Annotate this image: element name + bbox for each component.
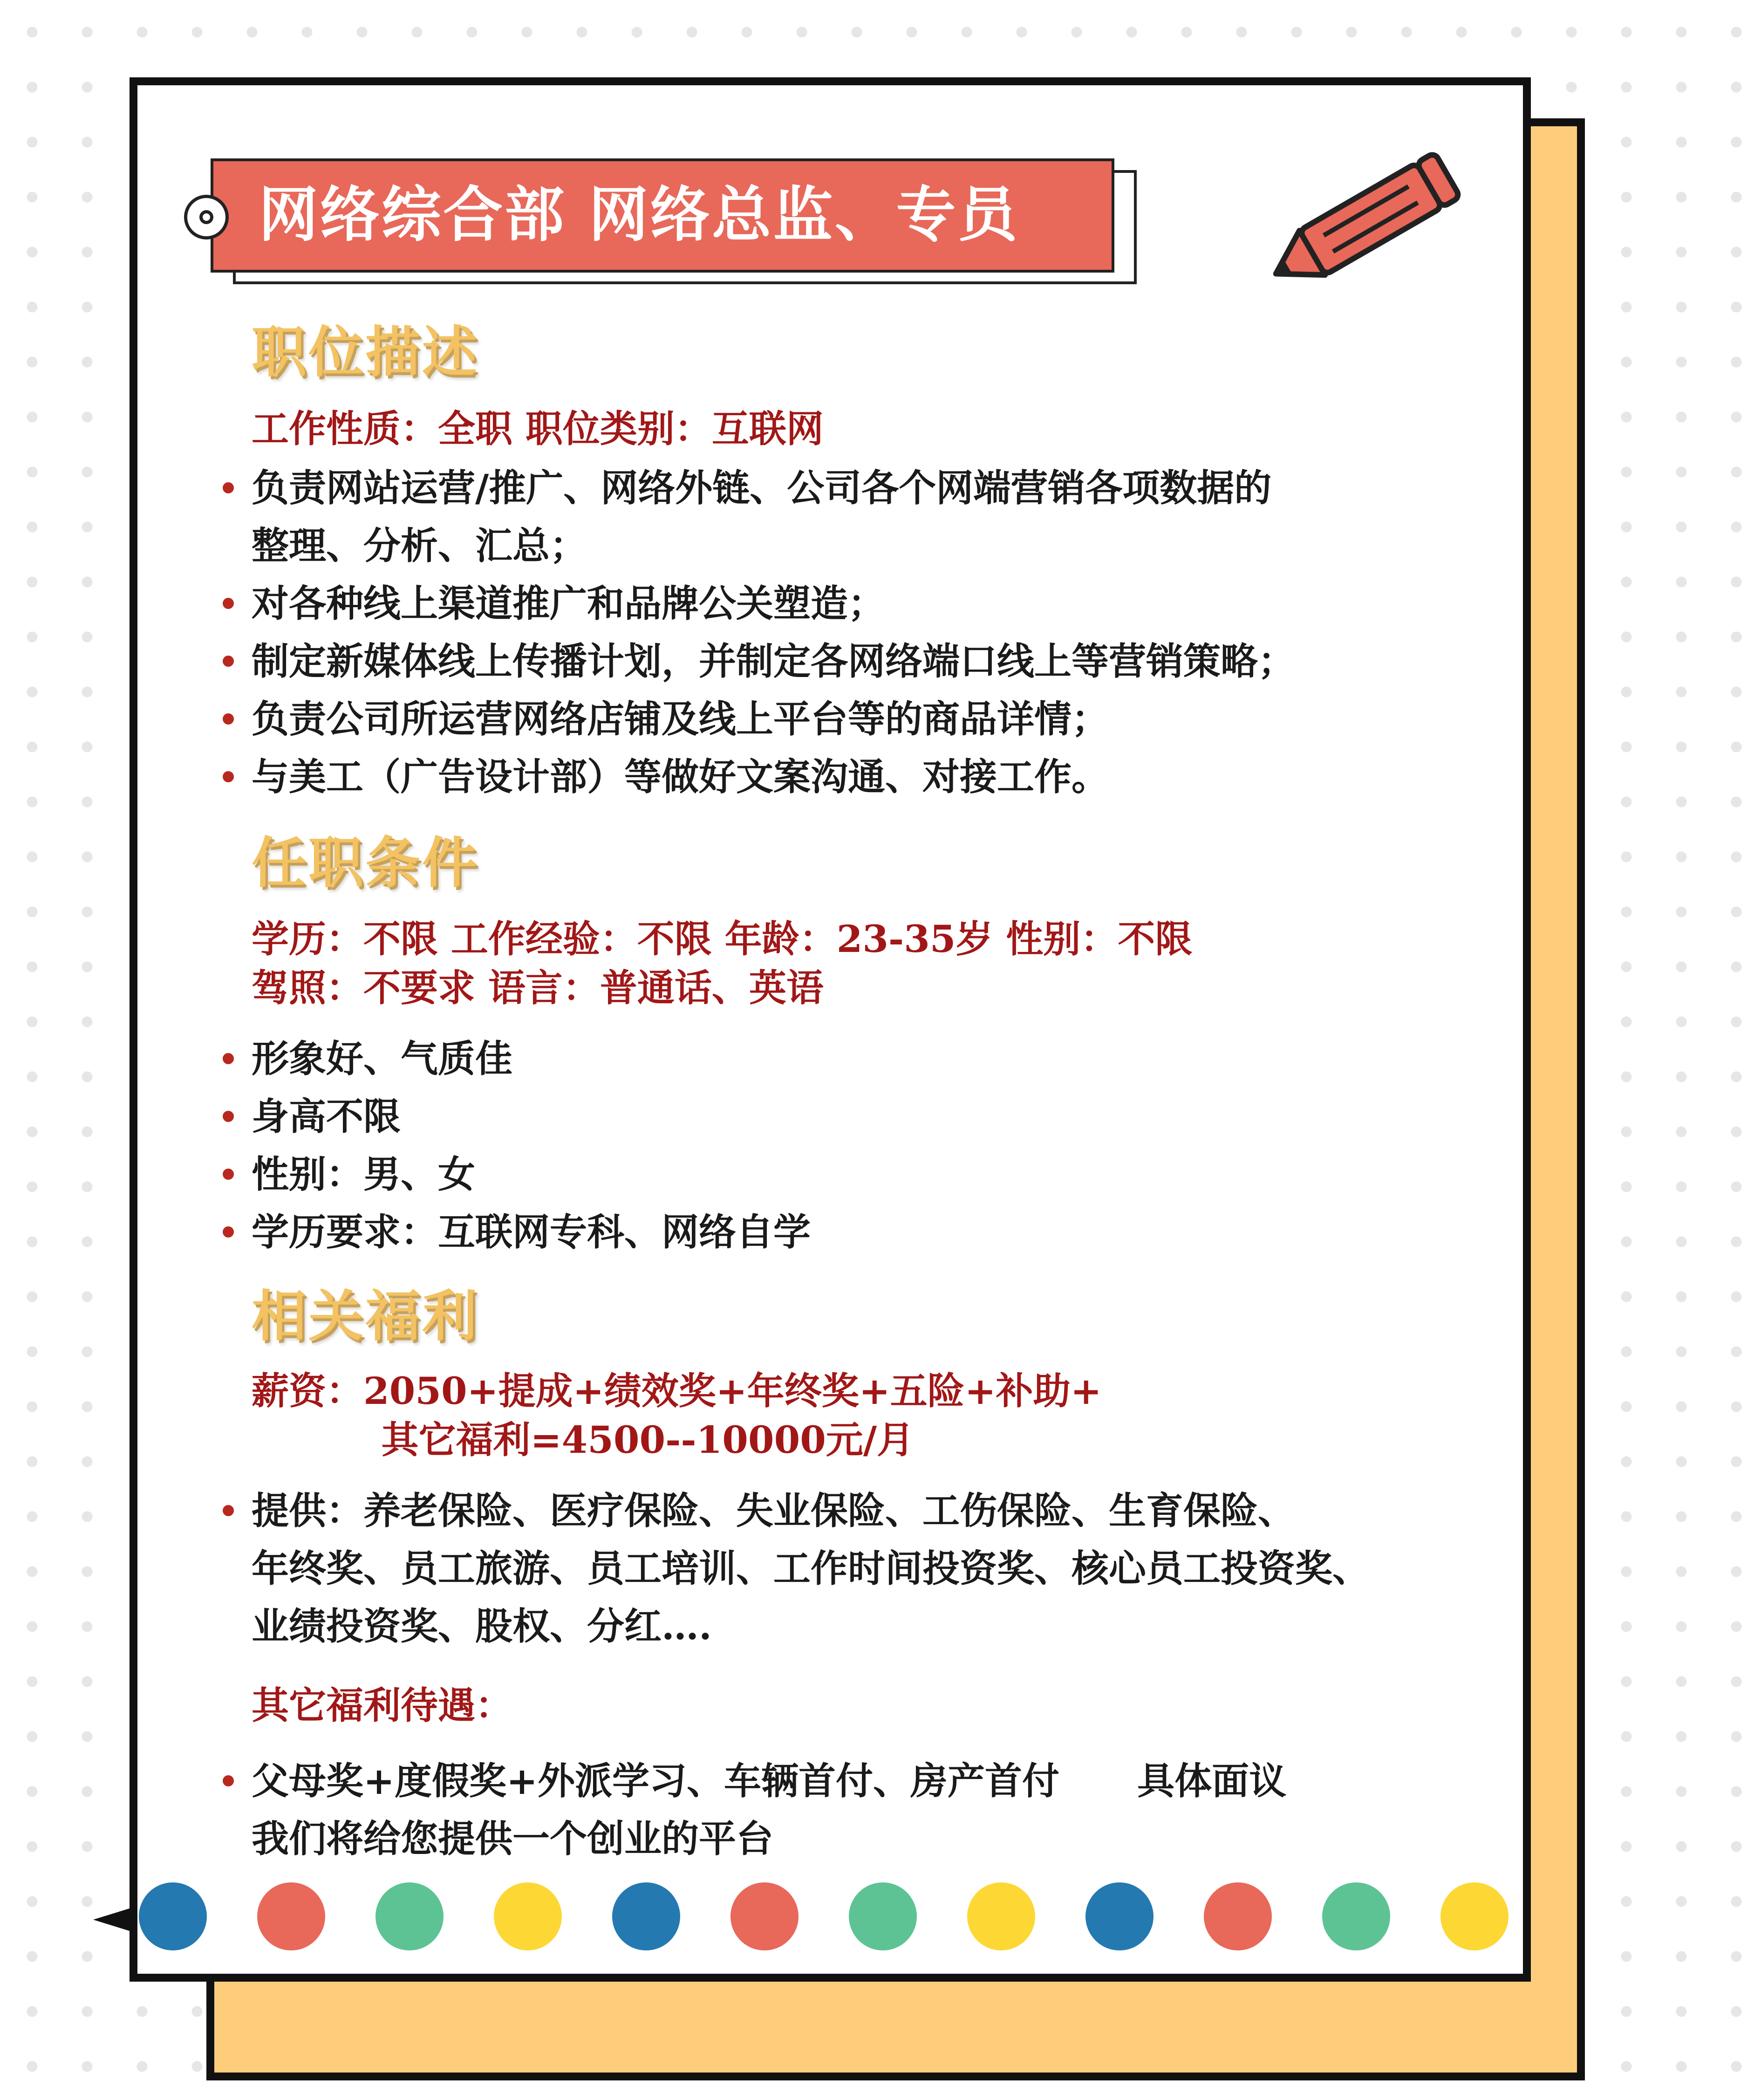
- bullet-dot-icon: [223, 1053, 234, 1064]
- bullet-list-benefits: [219, 1482, 1370, 1655]
- section-heading-requirements: 任职条件: [252, 830, 479, 895]
- pencil-icon: [1253, 149, 1472, 298]
- ring-icon: [184, 195, 229, 239]
- list-item: 父母奖+度假奖+外派学习、车辆首付、房产首付 具体面议 我们将给您提供一个创业的平台: [219, 1752, 1286, 1867]
- decorative-dot: [1085, 1882, 1154, 1950]
- page-title: 网络综合部 网络总监、专员: [259, 180, 1019, 250]
- section-heading-benefits: 相关福利: [252, 1284, 479, 1348]
- list-item: 与美工（广告设计部）等做好文案沟通、对接工作。: [219, 748, 1295, 806]
- decorative-dot: [730, 1882, 799, 1950]
- bullet-dot-icon: [223, 598, 234, 609]
- list-item: 提供：养老保险、医疗保险、失业保险、工伤保险、生育保险、 年终奖、员工旅游、员工培训、工作时间投资奖、核心员工投资奖、 业绩投资奖、股权、分红….: [219, 1482, 1370, 1655]
- list-item: 对各种线上渠道推广和品牌公关塑造；: [219, 575, 1295, 632]
- bullet-dot-icon: [223, 1111, 234, 1122]
- bullet-list-job-description: [219, 459, 1295, 806]
- section-heading-job-description: 职位描述: [252, 320, 479, 384]
- list-item: 身高不限: [219, 1088, 811, 1145]
- decorative-dot: [849, 1882, 917, 1950]
- decorative-dots-row: [139, 1882, 1504, 1952]
- info-line: 其它福利=4500--10000元/月: [252, 1418, 915, 1462]
- decorative-dot: [967, 1882, 1035, 1950]
- decorative-dot: [375, 1882, 444, 1950]
- bullet-dot-icon: [223, 482, 234, 493]
- other-benefits-label: 其它福利待遇：: [252, 1683, 512, 1727]
- bullet-dot-icon: [223, 656, 234, 667]
- decorative-dot: [257, 1882, 325, 1950]
- info-line: 工作性质：全职 职位类别：互联网: [252, 407, 824, 451]
- bullet-dot-icon: [223, 1505, 234, 1516]
- info-line: 驾照：不要求 语言：普通话、英语: [252, 966, 824, 1010]
- decorative-dot: [139, 1882, 207, 1950]
- list-item: 形象好、气质佳: [219, 1030, 811, 1088]
- bullet-dot-icon: [223, 713, 234, 725]
- info-line: 学历：不限 工作经验：不限 年龄：23-35岁 性别：不限: [252, 917, 1193, 961]
- list-item: 性别：男、女: [219, 1145, 811, 1203]
- decorative-dot: [494, 1882, 562, 1950]
- list-item: 学历要求：互联网专科、网络自学: [219, 1203, 811, 1261]
- bullet-dot-icon: [223, 1169, 234, 1180]
- info-line: 薪资：2050+提成+绩效奖+年终奖+五险+补助+: [252, 1369, 1102, 1413]
- list-item: 制定新媒体线上传播计划，并制定各网络端口线上等营销策略；: [219, 632, 1295, 690]
- bullet-list-requirements: [219, 1030, 811, 1261]
- list-item: 负责网站运营/推广、网络外链、公司各个网端营销各项数据的 整理、分析、汇总；: [219, 459, 1295, 575]
- decorative-dot: [1204, 1882, 1272, 1950]
- bullet-dot-icon: [223, 771, 234, 782]
- decorative-dot: [612, 1882, 680, 1950]
- decorative-dot: [1440, 1882, 1508, 1950]
- decorative-dot: [1322, 1882, 1390, 1950]
- bullet-list-other-benefits: [219, 1752, 1286, 1867]
- bullet-dot-icon: [223, 1775, 234, 1786]
- bullet-dot-icon: [223, 1226, 234, 1238]
- list-item: 负责公司所运营网络店铺及线上平台等的商品详情；: [219, 690, 1295, 748]
